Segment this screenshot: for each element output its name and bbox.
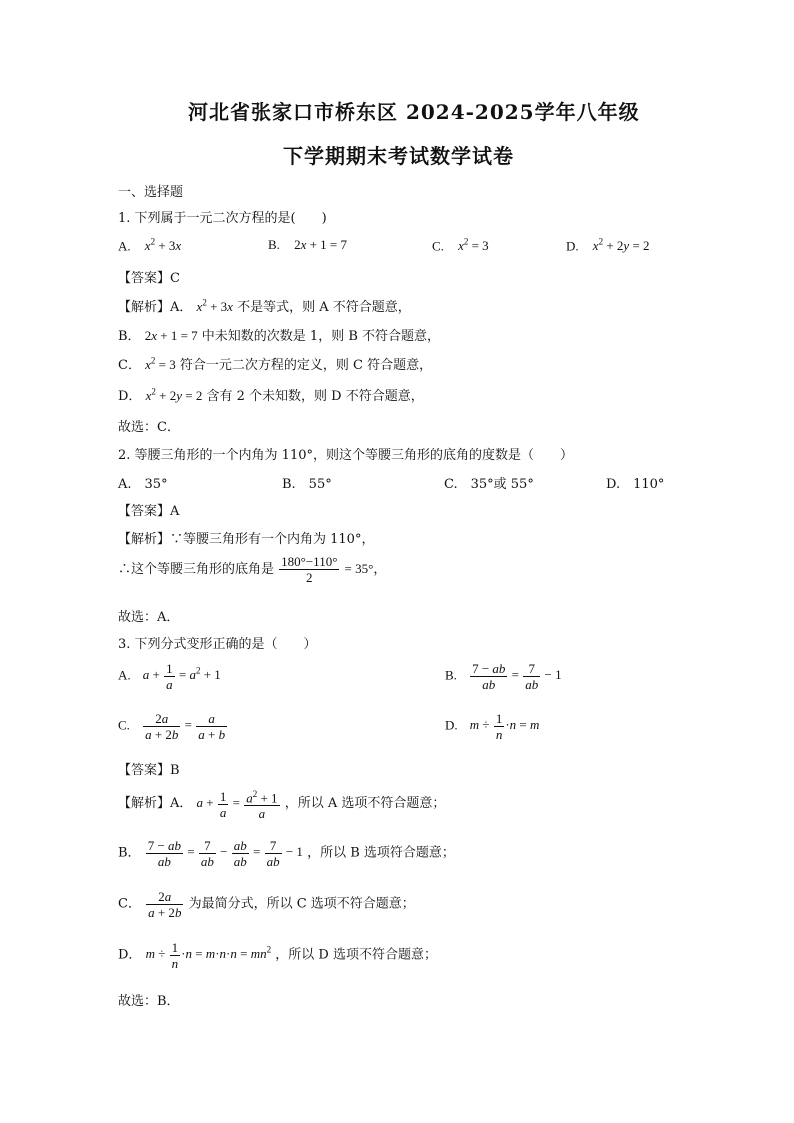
- q3-option-a: [118, 661, 221, 692]
- q3-stem: 3. 下列分式变形正确的是（ ）: [118, 637, 317, 652]
- q1-option-d-label: D.: [566, 238, 579, 254]
- q2-analysis-post: = 35°，: [344, 561, 387, 576]
- q2-stem: 2. 等腰三角形的一个内角为 110°，则这个等腰三角形的底角的度数是（ ）: [118, 448, 573, 463]
- q1-stem: 1. 下列属于一元二次方程的是( ): [118, 211, 327, 226]
- q3-option-b: [445, 661, 562, 692]
- q2-fraction: [279, 554, 339, 585]
- q1-option-a: [118, 237, 181, 254]
- q3-analysis-c-math: $\frac{2a}{a + 2b}$: [148, 889, 182, 920]
- q1-analysis-head: 【解析】A．: [118, 300, 193, 315]
- q1-analysis-b-text: 中未知数的次数是 1，则 B 不符合题意，: [201, 329, 441, 344]
- q1-option-c: [432, 237, 489, 254]
- q2-analysis-line2: [118, 554, 386, 585]
- q1-option-b: [268, 237, 347, 253]
- q2-option-c: C. 35°或 55°: [444, 477, 534, 492]
- q1-answer: 【答案】C: [118, 271, 180, 286]
- q3-choice: 故选：B．: [118, 994, 180, 1009]
- q2-fraction-denominator: 2: [306, 570, 313, 585]
- q3-analysis-c-text: 为最简分式，所以 C 选项不符合题意；: [188, 896, 415, 912]
- q1-analysis-d-label: D．: [118, 389, 142, 404]
- q1-analysis-d-math: $x^2 + 2y = 2$: [145, 386, 203, 403]
- q3-analysis-b: [118, 838, 455, 869]
- q3-analysis-b-math: $\frac{7 - ab}{ab}$ = $\frac{7}{ab}$ − $\frac{ab}{ab}$ = $\frac{7}{ab}$ − 1: [147, 838, 303, 869]
- q3-analysis-a-text: ，所以 A 选项不符合题意；: [284, 796, 446, 812]
- q2-answer: 【答案】A: [118, 504, 180, 519]
- q1-option-c-label: C.: [432, 238, 444, 254]
- q3-option-a-label: A.: [118, 667, 131, 683]
- q3-option-c: [118, 711, 228, 742]
- q1-option-b-math: 2x + 1 = 7: [294, 237, 348, 252]
- q1-analysis-a-text: 不是等式，则 A 不符合题意，: [237, 300, 411, 315]
- q1-analysis-c-math: $x^2 = 3$: [145, 355, 176, 372]
- q3-option-a-math: a + $\frac{1}{a}$ = $a^2 + 1$: [142, 661, 221, 692]
- q3-analysis-c: [118, 889, 415, 920]
- q3-analysis-d: [118, 940, 437, 971]
- q1-option-a-math: $x^2 + 3x$: [144, 237, 182, 254]
- q3-analysis-d-math: m ÷ $\frac{1}{n}$ $\cdot n = m\cdot n\cdot n = mn^2$: [145, 940, 272, 971]
- q3-answer: 【答案】B: [118, 763, 180, 778]
- q2-fraction-numerator: 180°−110°: [281, 554, 338, 569]
- q2-option-d: D. 110°: [606, 477, 665, 492]
- q1-option-c-math: $x^2 = 3$: [458, 237, 489, 254]
- title-line-1: 河北省张家口市桥东区 2024-2025学年八年级: [188, 100, 640, 124]
- q2-choice: 故选：A．: [118, 610, 180, 625]
- q1-option-d-math: $x^2 + 2y = 2$: [592, 237, 650, 254]
- q1-option-b-label: B.: [268, 237, 280, 252]
- q1-analysis-b: [118, 325, 440, 344]
- q1-option-d: [566, 237, 650, 254]
- q1-analysis-c: [118, 354, 432, 373]
- q1-analysis-b-math: 2x + 1 = 7: [144, 328, 198, 343]
- q1-analysis-d-text: 含有 2 个未知数，则 D 不符合题意，: [206, 389, 424, 404]
- q1-choice: 故选：C．: [118, 420, 180, 435]
- q1-analysis-a: [118, 296, 411, 315]
- q2-option-a: A. 35°: [118, 477, 168, 492]
- q1-analysis-c-text: 符合一元二次方程的定义，则 C 符合题意，: [179, 358, 433, 373]
- q3-analysis-d-text: ，所以 D 选项不符合题意；: [275, 947, 437, 963]
- q3-option-b-math: $\frac{7 - ab}{ab}$ = $\frac{7}{ab}$ − 1: [472, 661, 562, 692]
- q1-analysis-b-label: B．: [118, 329, 141, 344]
- q3-analysis-a-label: 【解析】A．: [118, 796, 193, 812]
- q3-option-b-label: B.: [445, 667, 457, 683]
- section-heading: 一、选择题: [118, 185, 184, 200]
- q2-analysis-line1: 【解析】∵等腰三角形有一个内角为 110°，: [118, 532, 375, 547]
- q2-analysis-pre: ∴这个等腰三角形的底角是: [118, 562, 275, 577]
- q1-option-a-label: A.: [118, 238, 131, 254]
- q1-analysis-c-label: C．: [118, 358, 141, 373]
- q3-analysis-b-label: B．: [118, 845, 141, 861]
- q3-analysis-a: [118, 787, 445, 821]
- q1-analysis-d: [118, 385, 424, 404]
- q1-analysis-a-math: $x^2 + 3x$: [196, 297, 233, 314]
- title-line-2: 下学期期末考试数学试卷: [283, 144, 514, 168]
- q3-analysis-b-text: ，所以 B 选项符合题意；: [307, 845, 455, 861]
- q3-analysis-a-math: a + $\frac{1}{a}$ = $\frac{a^2 + 1}{a}$: [196, 788, 278, 822]
- q3-analysis-d-label: D．: [118, 947, 142, 963]
- q3-option-c-math: $\frac{2a}{a + 2b}$ = $\frac{a}{a + b}$: [145, 711, 226, 742]
- q3-option-d-label: D.: [445, 717, 458, 733]
- q2-option-b: B. 55°: [282, 477, 332, 492]
- q3-option-c-label: C.: [118, 717, 130, 733]
- q3-option-d: [445, 711, 539, 742]
- q3-analysis-c-label: C．: [118, 896, 141, 912]
- q3-option-d-math: m ÷ $\frac{1}{n}$ ·n = m: [469, 711, 540, 742]
